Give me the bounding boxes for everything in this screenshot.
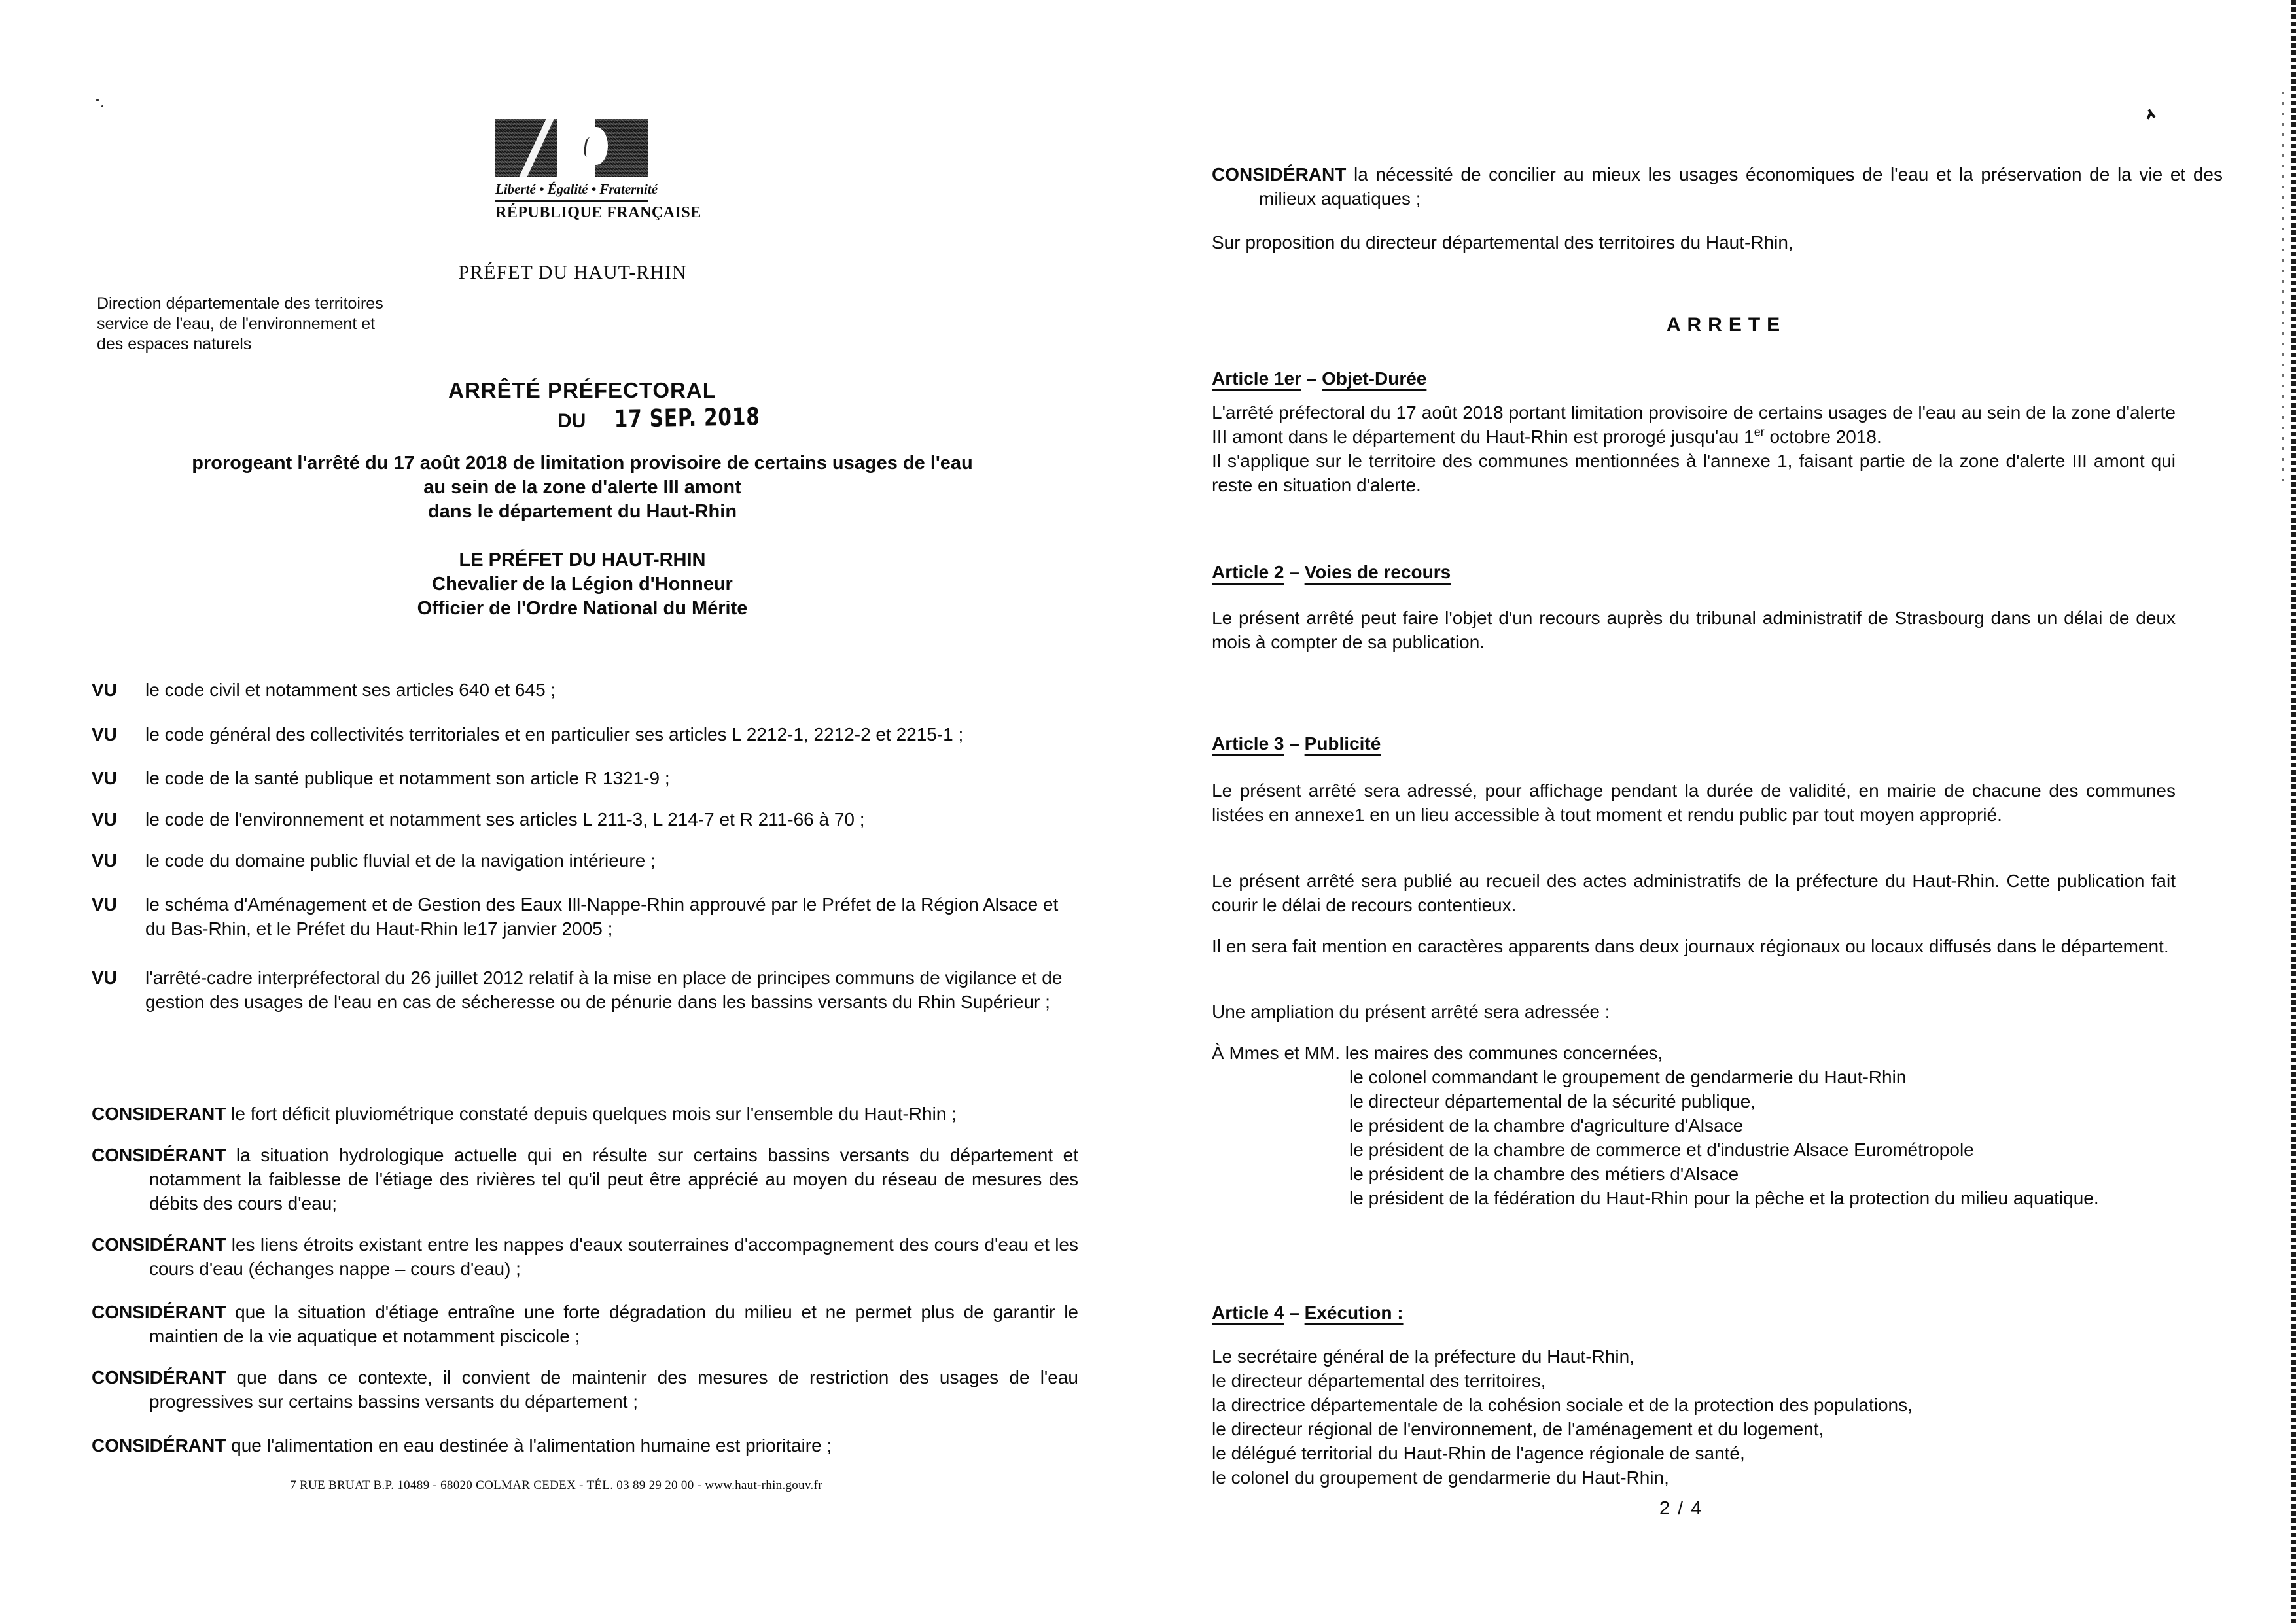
considerant-label: CONSIDÉRANT: [1212, 164, 1347, 184]
considerant-label: CONSIDÉRANT: [92, 1234, 226, 1255]
considerant-label: CONSIDERANT: [92, 1104, 226, 1124]
considerant-text: que l'alimentation en eau destinée à l'alimentation humaine est prioritaire ;: [231, 1435, 832, 1456]
considerant-label: CONSIDÉRANT: [92, 1435, 226, 1456]
heading-dash: –: [1289, 562, 1299, 582]
article-3-paragraph: Le présent arrêté sera publié au recueil des actes administratifs de la préfecture du Haut-Rhin. Cette publication fait courir le délai de recours contentieux.: [1212, 871, 2176, 915]
vu-text: le code civil et notamment ses articles 640 et 645 ;: [145, 680, 556, 700]
considerant-label: CONSIDÉRANT: [92, 1302, 226, 1322]
considerant-item: [92, 1300, 1078, 1348]
emblem-rule: [495, 200, 648, 202]
vu-label: VU: [92, 724, 117, 744]
considerant-item: [92, 1143, 1078, 1215]
vu-label: VU: [92, 850, 117, 871]
executors-list: [1212, 1344, 2176, 1490]
date-stamp: 17 SEP. 2018: [614, 402, 761, 433]
article-2-heading: [1212, 560, 1451, 584]
vu-label: VU: [92, 768, 117, 788]
considerant-label: CONSIDÉRANT: [92, 1145, 226, 1165]
subject-line: dans le département du Haut-Rhin: [427, 501, 737, 522]
article-number: Article 2: [1212, 562, 1284, 582]
executor-line: le délégué territorial du Haut-Rhin de l'agence régionale de santé,: [1212, 1443, 1745, 1463]
considerant-item: [92, 1365, 1078, 1414]
vu-item: [92, 966, 1074, 1014]
heading-dash: –: [1289, 1302, 1299, 1323]
ampliation-line: Une ampliation du présent arrêté sera adressée :: [1212, 1002, 1610, 1022]
executor-line: la directrice départementale de la cohésion sociale et de la protection des populations,: [1212, 1395, 1913, 1415]
vu-label: VU: [92, 680, 117, 700]
vu-item: [92, 722, 1074, 746]
vu-text: l'arrêté-cadre interpréfectoral du 26 juillet 2012 relatif à la mise en place de principes communs de vigilance et de gestion des usages de l'eau en cas de sécheresse ou de pénurie dans les bassins versants du Rhin Supérieur ;: [145, 968, 1063, 1012]
article-1-heading: [1212, 366, 1426, 391]
considerant-text: la situation hydrologique actuelle qui en résulte sur certains bassins versants du département et notamment la faiblesse de l'étiage des rivières tel qu'il peut être apprécié au moyen du réseau de mesures des débits des cours d'eau;: [149, 1145, 1078, 1213]
document-title: ARRÊTÉ PRÉFECTORAL: [448, 378, 716, 402]
considerant-text: que la situation d'étiage entraîne une forte dégradation du milieu et ne permet plus de garantir le maintien de la vie aquatique et notamment piscicole ;: [149, 1302, 1078, 1346]
superscript-er: er: [1754, 425, 1765, 439]
article-4-heading: [1212, 1300, 1404, 1325]
direction-line: service de l'eau, de l'environnement et: [97, 315, 376, 333]
marianne-emblem-icon: [495, 119, 648, 177]
article-title: Exécution :: [1304, 1302, 1404, 1323]
prefecture-title: PRÉFET DU HAUT-RHIN: [458, 262, 687, 283]
article-3-heading: [1212, 731, 1381, 756]
recipient-line: le colonel commandant le groupement de gendarmerie du Haut-Rhin: [1349, 1067, 1907, 1087]
recipient-line: le président de la chambre des métiers d'Alsace: [1349, 1164, 1739, 1184]
recipient-line: le directeur départemental de la sécurité publique,: [1349, 1091, 1756, 1111]
article-title: Voies de recours: [1304, 562, 1451, 582]
considerant-text: la nécessité de concilier au mieux les usages économiques de l'eau et la préservation de la vie et des milieux aquatiques ;: [1259, 164, 2223, 209]
vu-label: VU: [92, 894, 117, 915]
recipients-list: [1349, 1065, 2176, 1210]
recipients-intro: À Mmes et MM. les maires des communes concernées,: [1212, 1043, 1663, 1063]
vu-item: [92, 892, 1074, 941]
executor-line: le colonel du groupement de gendarmerie du Haut-Rhin,: [1212, 1467, 1669, 1488]
paragraph-text: L'arrêté préfectoral du 17 août 2018 portant limitation provisoire de certains usages de l'eau au sein de la zone d'alerte III amont dans le département du Haut-Rhin est prorogé jusqu'au 1: [1212, 402, 2176, 447]
executor-line: le directeur régional de l'environnement, de l'aménagement et du logement,: [1212, 1419, 1824, 1439]
heading-dash: –: [1306, 368, 1317, 389]
vu-item: [92, 848, 1074, 873]
proposition-line: Sur proposition du directeur départemental des territoires du Haut-Rhin,: [1212, 232, 1793, 253]
issuer-line: Officier de l'Ordre National du Mérite: [417, 598, 748, 619]
scan-speck: [101, 105, 103, 107]
issuer-line: Chevalier de la Légion d'Honneur: [432, 574, 733, 595]
vu-text: le code de la santé publique et notamment son article R 1321-9 ;: [145, 768, 670, 788]
direction-line: Direction départementale des territoires: [97, 294, 383, 313]
vu-text: le code de l'environnement et notamment ses articles L 211-3, L 214-7 et R 211-66 à 70 ;: [145, 809, 865, 829]
emblem-republic: RÉPUBLIQUE FRANÇAISE: [495, 204, 701, 221]
vu-text: le code du domaine public fluvial et de la navigation intérieure ;: [145, 850, 656, 871]
subject-block: [118, 451, 1047, 524]
considerant-item: [92, 1433, 1078, 1457]
article-number: Article 4: [1212, 1302, 1284, 1323]
vu-label: VU: [92, 809, 117, 829]
heading-dash: –: [1289, 733, 1299, 754]
emblem-right-block: [595, 119, 648, 177]
scan-edge-dots: [2282, 92, 2284, 484]
direction-block: [97, 294, 463, 355]
executor-line: le directeur départemental des territoires,: [1212, 1370, 1546, 1391]
date-line: [557, 402, 797, 433]
vu-item: [92, 807, 1074, 831]
article-2-body: Le présent arrêté peut faire l'objet d'un recours auprès du tribunal administratif de Strasbourg dans un délai de deux mois à compter de sa publication.: [1212, 608, 2176, 652]
article-number: Article 1er: [1212, 368, 1301, 389]
article-3-paragraph: Il en sera fait mention en caractères apparents dans deux journaux régionaux ou locaux diffusés dans le département.: [1212, 936, 2169, 956]
scan-binding-edge: [2291, 0, 2296, 1623]
article-title: Publicité: [1304, 733, 1381, 754]
republique-francaise-emblem: [495, 119, 701, 222]
considerant-label: CONSIDÉRANT: [92, 1367, 226, 1387]
article-1-body: [1212, 400, 2176, 497]
emblem-left-block: [495, 119, 557, 177]
vu-text: le schéma d'Aménagement et de Gestion des Eaux Ill-Nappe-Rhin approuvé par le Préfet de la Région Alsace et du Bas-Rhin, et le Préfet du Haut-Rhin le17 janvier 2005 ;: [145, 894, 1059, 939]
subject-line: prorogeant l'arrêté du 17 août 2018 de limitation provisoire de certains usages de l'eau: [192, 453, 973, 474]
vu-text: le code général des collectivités territoriales et en particulier ses articles L 2212-1, 2212-2 et 2215-1 ;: [145, 724, 964, 744]
issuer-line: LE PRÉFET DU HAUT-RHIN: [459, 550, 706, 570]
paragraph-text: octobre 2018.: [1764, 427, 1882, 447]
considerant-text: le fort déficit pluviométrique constaté depuis quelques mois sur l'ensemble du Haut-Rhin ;: [231, 1104, 957, 1124]
du-label: DU: [557, 410, 586, 432]
considerant-item: [1212, 162, 2223, 211]
considerant-text: que dans ce contexte, il convient de maintenir des mesures de restriction des usages de l'eau progressives sur certains bassins versants du département ;: [149, 1367, 1078, 1412]
address-footer: 7 RUE BRUAT B.P. 10489 - 68020 COLMAR CEDEX - TÉL. 03 89 29 20 00 - www.haut-rhin.gouv.fr: [290, 1478, 822, 1492]
article-number: Article 3: [1212, 733, 1284, 754]
article-title: Objet-Durée: [1322, 368, 1427, 389]
issuer-block: [118, 548, 1047, 621]
vu-label: VU: [92, 968, 117, 988]
emblem-motto: Liberté • Égalité • Fraternité: [495, 181, 658, 197]
vu-item: [92, 766, 1074, 790]
direction-line: des espaces naturels: [97, 335, 252, 353]
considerant-text: les liens étroits existant entre les nappes d'eaux souterraines d'accompagnement des cours d'eau et les cours d'eau (échanges nappe – cours d'eau) ;: [149, 1234, 1078, 1279]
considerant-item: [92, 1102, 1078, 1126]
scan-speck: [96, 99, 99, 101]
subject-line: au sein de la zone d'alerte III amont: [423, 477, 741, 498]
arrete-heading: ARRETE: [1666, 314, 1787, 336]
recipient-line: le président de la chambre d'agriculture d'Alsace: [1349, 1115, 1744, 1136]
vu-item: [92, 678, 1074, 702]
recipient-line: le président de la chambre de commerce et d'industrie Alsace Eurométropole: [1349, 1140, 1974, 1160]
recipient-line: le président de la fédération du Haut-Rhin pour la pêche et la protection du milieu aquatique.: [1349, 1188, 2099, 1208]
page-number: 2 / 4: [1659, 1498, 1703, 1519]
article-3-paragraph: Le présent arrêté sera adressé, pour affichage pendant la durée de validité, en mairie de chacune des communes listées en annexe1 en un lieu accessible à tout moment et rendu public par tout moyen approprié.: [1212, 780, 2176, 825]
paragraph-text: Il s'applique sur le territoire des communes mentionnées à l'annexe 1, faisant partie de la zone d'alerte III amont qui reste en situation d'alerte.: [1212, 451, 2176, 495]
executor-line: Le secrétaire général de la préfecture du Haut-Rhin,: [1212, 1346, 1634, 1367]
pen-checkmark: [2146, 106, 2158, 118]
considerant-item: [92, 1232, 1078, 1281]
